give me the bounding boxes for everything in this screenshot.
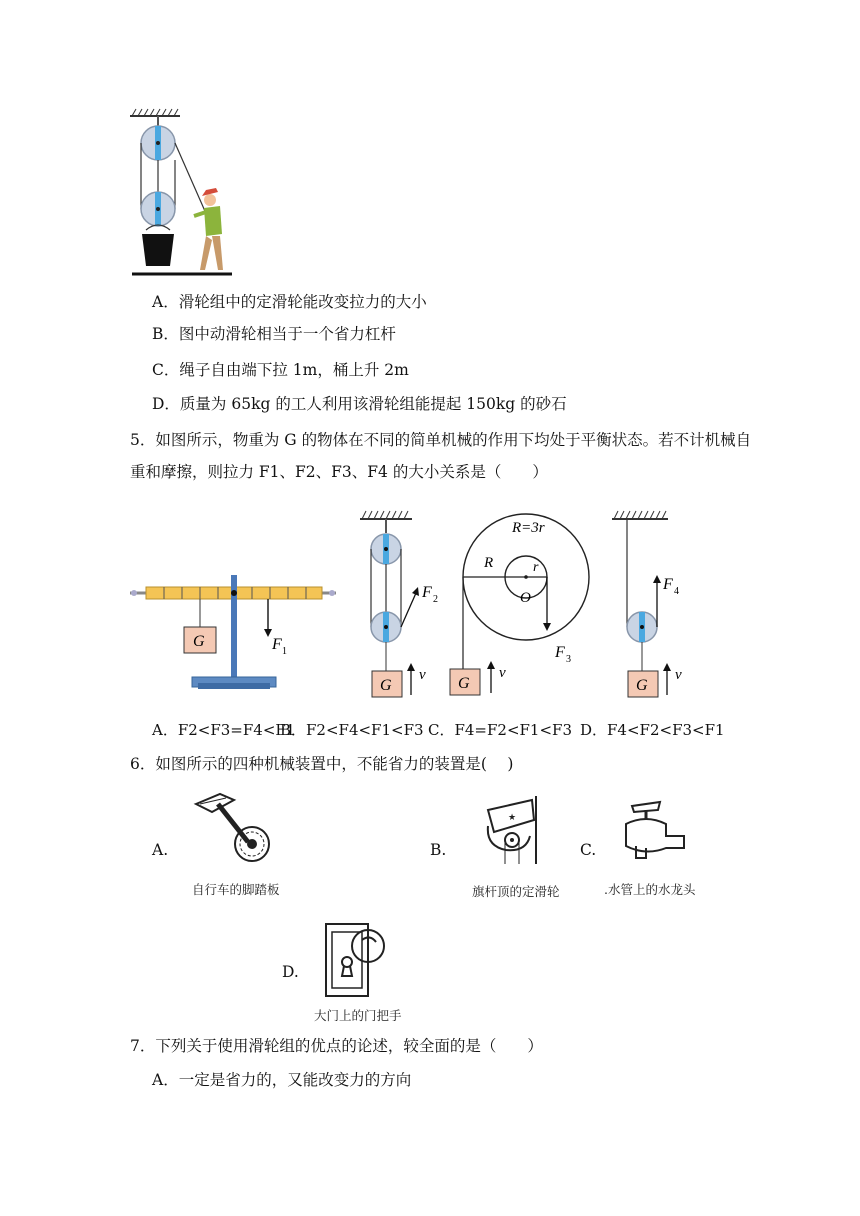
- svg-text:★: ★: [508, 812, 517, 822]
- worker: [194, 188, 223, 270]
- big-radius-label: R: [484, 555, 494, 571]
- q5-option-b: B．F2<F4<F1<F3: [280, 721, 424, 739]
- lever-weight-label: G: [193, 633, 205, 650]
- single-pulley-diagram: [612, 511, 682, 697]
- q7-stem: 7．下列关于使用滑轮组的优点的论述，较全面的是（ ）: [130, 1037, 543, 1055]
- q6-stem: 6．如图所示的四种机械装置中，不能省力的装置是( ): [130, 755, 514, 773]
- q5-option-a: A．F2<F3=F4<F1: [152, 721, 296, 739]
- single-pulley-v-label: v: [675, 667, 682, 683]
- q6-letter-d: D.: [282, 963, 299, 981]
- q5-stem-line2: 重和摩擦，则拉力 F1、F2、F3、F4 的大小关系是（ ）: [130, 463, 548, 481]
- small-radius-label: r: [533, 560, 539, 575]
- q4-pulley-figure: [128, 106, 238, 280]
- q6-caption-d: 大门上的门把手: [314, 1008, 402, 1023]
- q5-stem-line1: 5．如图所示，物重为 G 的物体在不同的简单机械的作用下均处于平衡状态。若不计机械自: [130, 431, 752, 449]
- bucket: [142, 234, 174, 266]
- q4-option-c: C．绳子自由端下拉 1m，桶上升 2m: [152, 361, 409, 379]
- q7-option-a: A．一定是省力的，又能改变力的方向: [152, 1071, 412, 1089]
- q6-letter-a: A.: [152, 841, 169, 859]
- door-handle-image: [322, 920, 390, 1002]
- q4-option-a: A．滑轮组中的定滑轮能改变拉力的大小: [152, 293, 427, 311]
- center-label: O: [520, 590, 531, 606]
- bicycle-pedal-image: [190, 790, 280, 866]
- f3-subscript: 3: [566, 654, 571, 665]
- f4-subscript: 4: [674, 586, 679, 597]
- q6-letter-b: B.: [430, 841, 447, 859]
- q6-caption-c: .水管上的水龙头: [604, 882, 696, 897]
- f4-label: F: [663, 576, 673, 593]
- f1-label: F: [272, 636, 282, 653]
- f1-subscript: 1: [282, 646, 287, 657]
- single-pulley-weight-label: G: [636, 677, 648, 694]
- pulley-pair-v-label: v: [419, 667, 426, 683]
- q6-letter-c: C.: [580, 841, 597, 859]
- pulley-pair-diagram: [360, 511, 438, 697]
- f2-subscript: 2: [433, 594, 438, 605]
- q6-caption-a: 自行车的脚踏板: [192, 882, 280, 897]
- radius-ratio-label: R=3r: [512, 520, 545, 536]
- q4-option-d: D．质量为 65kg 的工人利用该滑轮组能提起 150kg 的砂石: [152, 395, 567, 413]
- wheel-weight-label: G: [458, 675, 470, 692]
- q5-figure: [128, 505, 708, 705]
- f2-label: F: [422, 584, 432, 601]
- f3-label: F: [555, 644, 565, 661]
- q4-option-b: B．图中动滑轮相当于一个省力杠杆: [152, 325, 396, 343]
- q5-option-c: C．F4=F2<F1<F3: [428, 721, 572, 739]
- wheel-v-label: v: [499, 665, 506, 681]
- lever-diagram: [130, 575, 336, 689]
- q5-option-d: D．F4<F2<F3<F1: [580, 721, 725, 739]
- water-tap-image: [618, 796, 694, 864]
- wheel-axle-diagram: [450, 514, 589, 695]
- pulley-pair-weight-label: G: [380, 677, 392, 694]
- q6-caption-b: 旗杆顶的定滑轮: [472, 884, 560, 899]
- flagpole-pulley-image: [478, 792, 550, 868]
